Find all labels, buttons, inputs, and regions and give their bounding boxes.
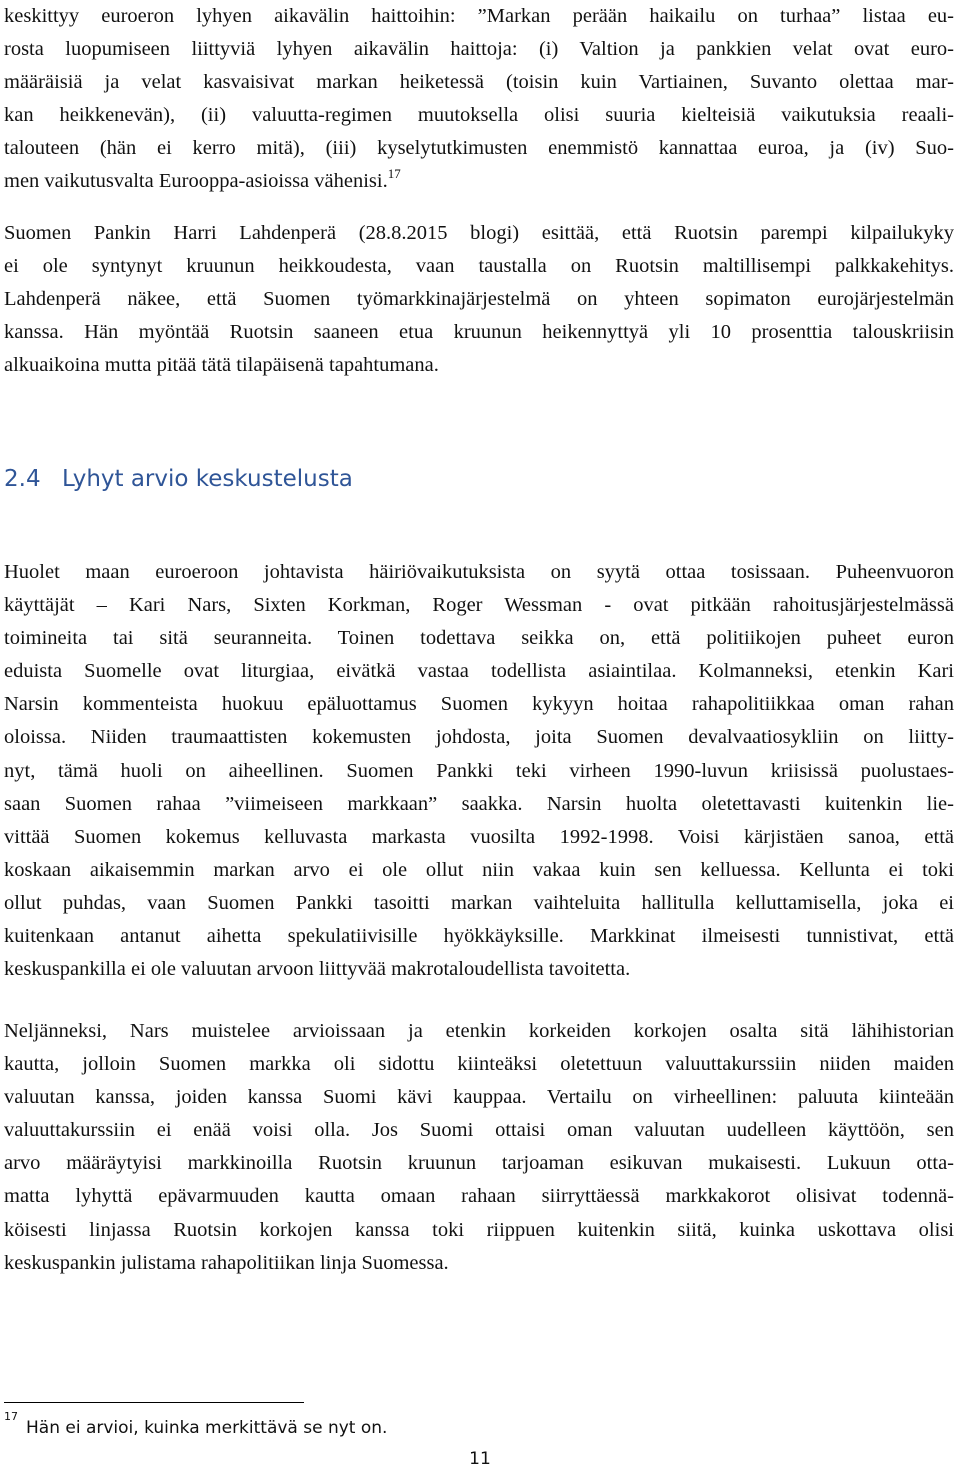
text-line: nyt, tämä huoli on aiheellinen. Suomen Pankki teki virheen 1990-luvun kriisissä puolustaes-: [4, 759, 954, 782]
text-line: määräisiä ja velat kasvaisivat markan heiketessä (toisin kuin Vartiainen, Suvanto olettaa mar-: [4, 71, 954, 94]
text-line: kan heikkenevän), (ii) valuutta-regimen muutoksella olisi suuria kielteisiä vaikutuksia reaali-: [4, 104, 954, 127]
section-number: 2.4: [4, 466, 41, 492]
text-line: käyttäjät – Kari Nars, Sixten Korkman, Roger Wessman - ovat pitkään rahoitusjärjestelmässä: [4, 594, 954, 617]
text-line: ei ole syntynyt kruunun heikkoudesta, vaan taustalla on Ruotsin maltillisempi palkkakehitys.: [4, 255, 954, 278]
text-line: valuutan kanssa, joiden kanssa Suomi kävi kauppaa. Vertailu on virheellinen: paluuta kiinteään: [4, 1086, 954, 1109]
text-line: keskittyy euroeron lyhyen aikavälin haittoihin: ”Markan perään haikailu on turhaa” listaa eu-: [4, 5, 954, 27]
text-line: ollut puhdas, vaan Suomen Pankki tasoitti markan vaihteluita hallitulla kelluttamisella, joka ei: [4, 891, 954, 914]
text-line: köisesti linjassa Ruotsin korkojen kanssa toki riippuen kuitenkin siitä, kuinka uskottava olisi: [4, 1218, 954, 1241]
text-line: rosta luopumiseen liittyviä lyhyen aikavälin haittoja: (i) Valtion ja pankkien velat ovat euro-: [4, 38, 954, 61]
text-line: eduista Suomelle ovat liturgiaa, eivätkä vastaa todellista asiaintilaa. Kolmanneksi, etenkin Kari: [4, 660, 954, 683]
text-line-content: men vaikutusvalta Eurooppa-asioissa vähenisi.: [4, 170, 388, 193]
footnote: [4, 1410, 388, 1438]
text-line: valuuttakurssiin ei enää voisi olla. Jos Suomi ottaisi oman valuutan uudelleen käyttöön, sen: [4, 1119, 954, 1142]
paragraph-3: [4, 556, 954, 986]
text-line: vittää Suomen kokemus kelluvasta markasta vuosilta 1992-1998. Voisi kärjistäen sanoa, että: [4, 825, 954, 848]
text-line: alkuaikoina mutta pitää tätä tilapäisenä tapahtumana.: [4, 354, 439, 377]
footnote-separator: [4, 1402, 304, 1403]
footnote-number: 17: [4, 1410, 18, 1424]
text-line: Lahdenperä näkee, että Suomen työmarkkinajärjestelmä on yhteen sopimaton eurojärjestelmän: [4, 288, 954, 311]
text-line: kautta, jolloin Suomen markka oli sidottu kiinteäksi oletettuun valuuttakurssiin niiden maiden: [4, 1053, 954, 1076]
text-line: matta lyhyttä epävarmuuden kautta omaan rahaan siirryttäessä markkakorot olisivat todennä-: [4, 1185, 954, 1208]
section-heading: [4, 466, 353, 492]
text-line: Neljänneksi, Nars muistelee arvioissaan ja etenkin korkeiden korkojen osalta sitä lähihistorian: [4, 1020, 954, 1042]
text-line: toimineita tai sitä seuranneita. Toinen todettava seikka on, että politiikojen puheet euron: [4, 627, 954, 650]
text-line: kanssa. Hän myöntää Ruotsin saaneen etua kruunun heikennyttyä yli 10 prosenttia talouskriisin: [4, 321, 954, 344]
text-line: Narsin kommenteista huokuu epäluottamus Suomen kykyyn hoitaa rahapolitiikkaa oman rahan: [4, 693, 954, 716]
text-line: keskuspankin julistama rahapolitiikan linja Suomessa.: [4, 1251, 449, 1274]
text-line: Huolet maan euroeroon johtavista häiriövaikutuksista on syytä ottaa tosissaan. Puheenvuoron: [4, 561, 954, 583]
text-line: saan Suomen rahaa ”viimeiseen markkaan” saakka. Narsin huolta oletettavasti kuitenkin lie-: [4, 792, 954, 815]
text-line: oloissa. Niiden traumaattisten kokemusten johdosta, joita Suomen devalvaatiosykliin on liitty-: [4, 726, 954, 749]
text-line: keskuspankilla ei ole valuutan arvoon liittyvää makrotaloudellista tavoitetta.: [4, 958, 631, 981]
paragraph-4: [4, 1015, 954, 1280]
paragraph-1: [4, 0, 954, 199]
text-line: kuitenkaan antanut aihetta spekulatiivisille hyökkäyksille. Markkinat ilmeisesti tunnistivat, että: [4, 925, 954, 948]
text-line: [4, 165, 954, 198]
section-title: Lyhyt arvio keskustelusta: [62, 466, 353, 492]
text-line: arvo määräytyisi markkinoilla Ruotsin kruunun tarjoaman esikuvan mukaisesti. Lukuun otta-: [4, 1152, 954, 1175]
footnote-text: Hän ei arvioi, kuinka merkittävä se nyt on.: [26, 1418, 388, 1438]
paragraph-2: [4, 217, 954, 382]
text-line: talouteen (hän ei kerro mitä), (iii) kyselytutkimusten enemmistö kannattaa euroa, ja (iv) Suo-: [4, 137, 954, 160]
text-line: koskaan aikaisemmin markan arvo ei ole ollut niin vakaa kuin sen kelluessa. Kellunta ei toki: [4, 858, 954, 881]
text-line: Suomen Pankin Harri Lahdenperä (28.8.2015 blogi) esittää, että Ruotsin parempi kilpailukyky: [4, 222, 954, 244]
page-number: 11: [469, 1449, 491, 1469]
footnote-reference[interactable]: 17: [387, 165, 401, 181]
